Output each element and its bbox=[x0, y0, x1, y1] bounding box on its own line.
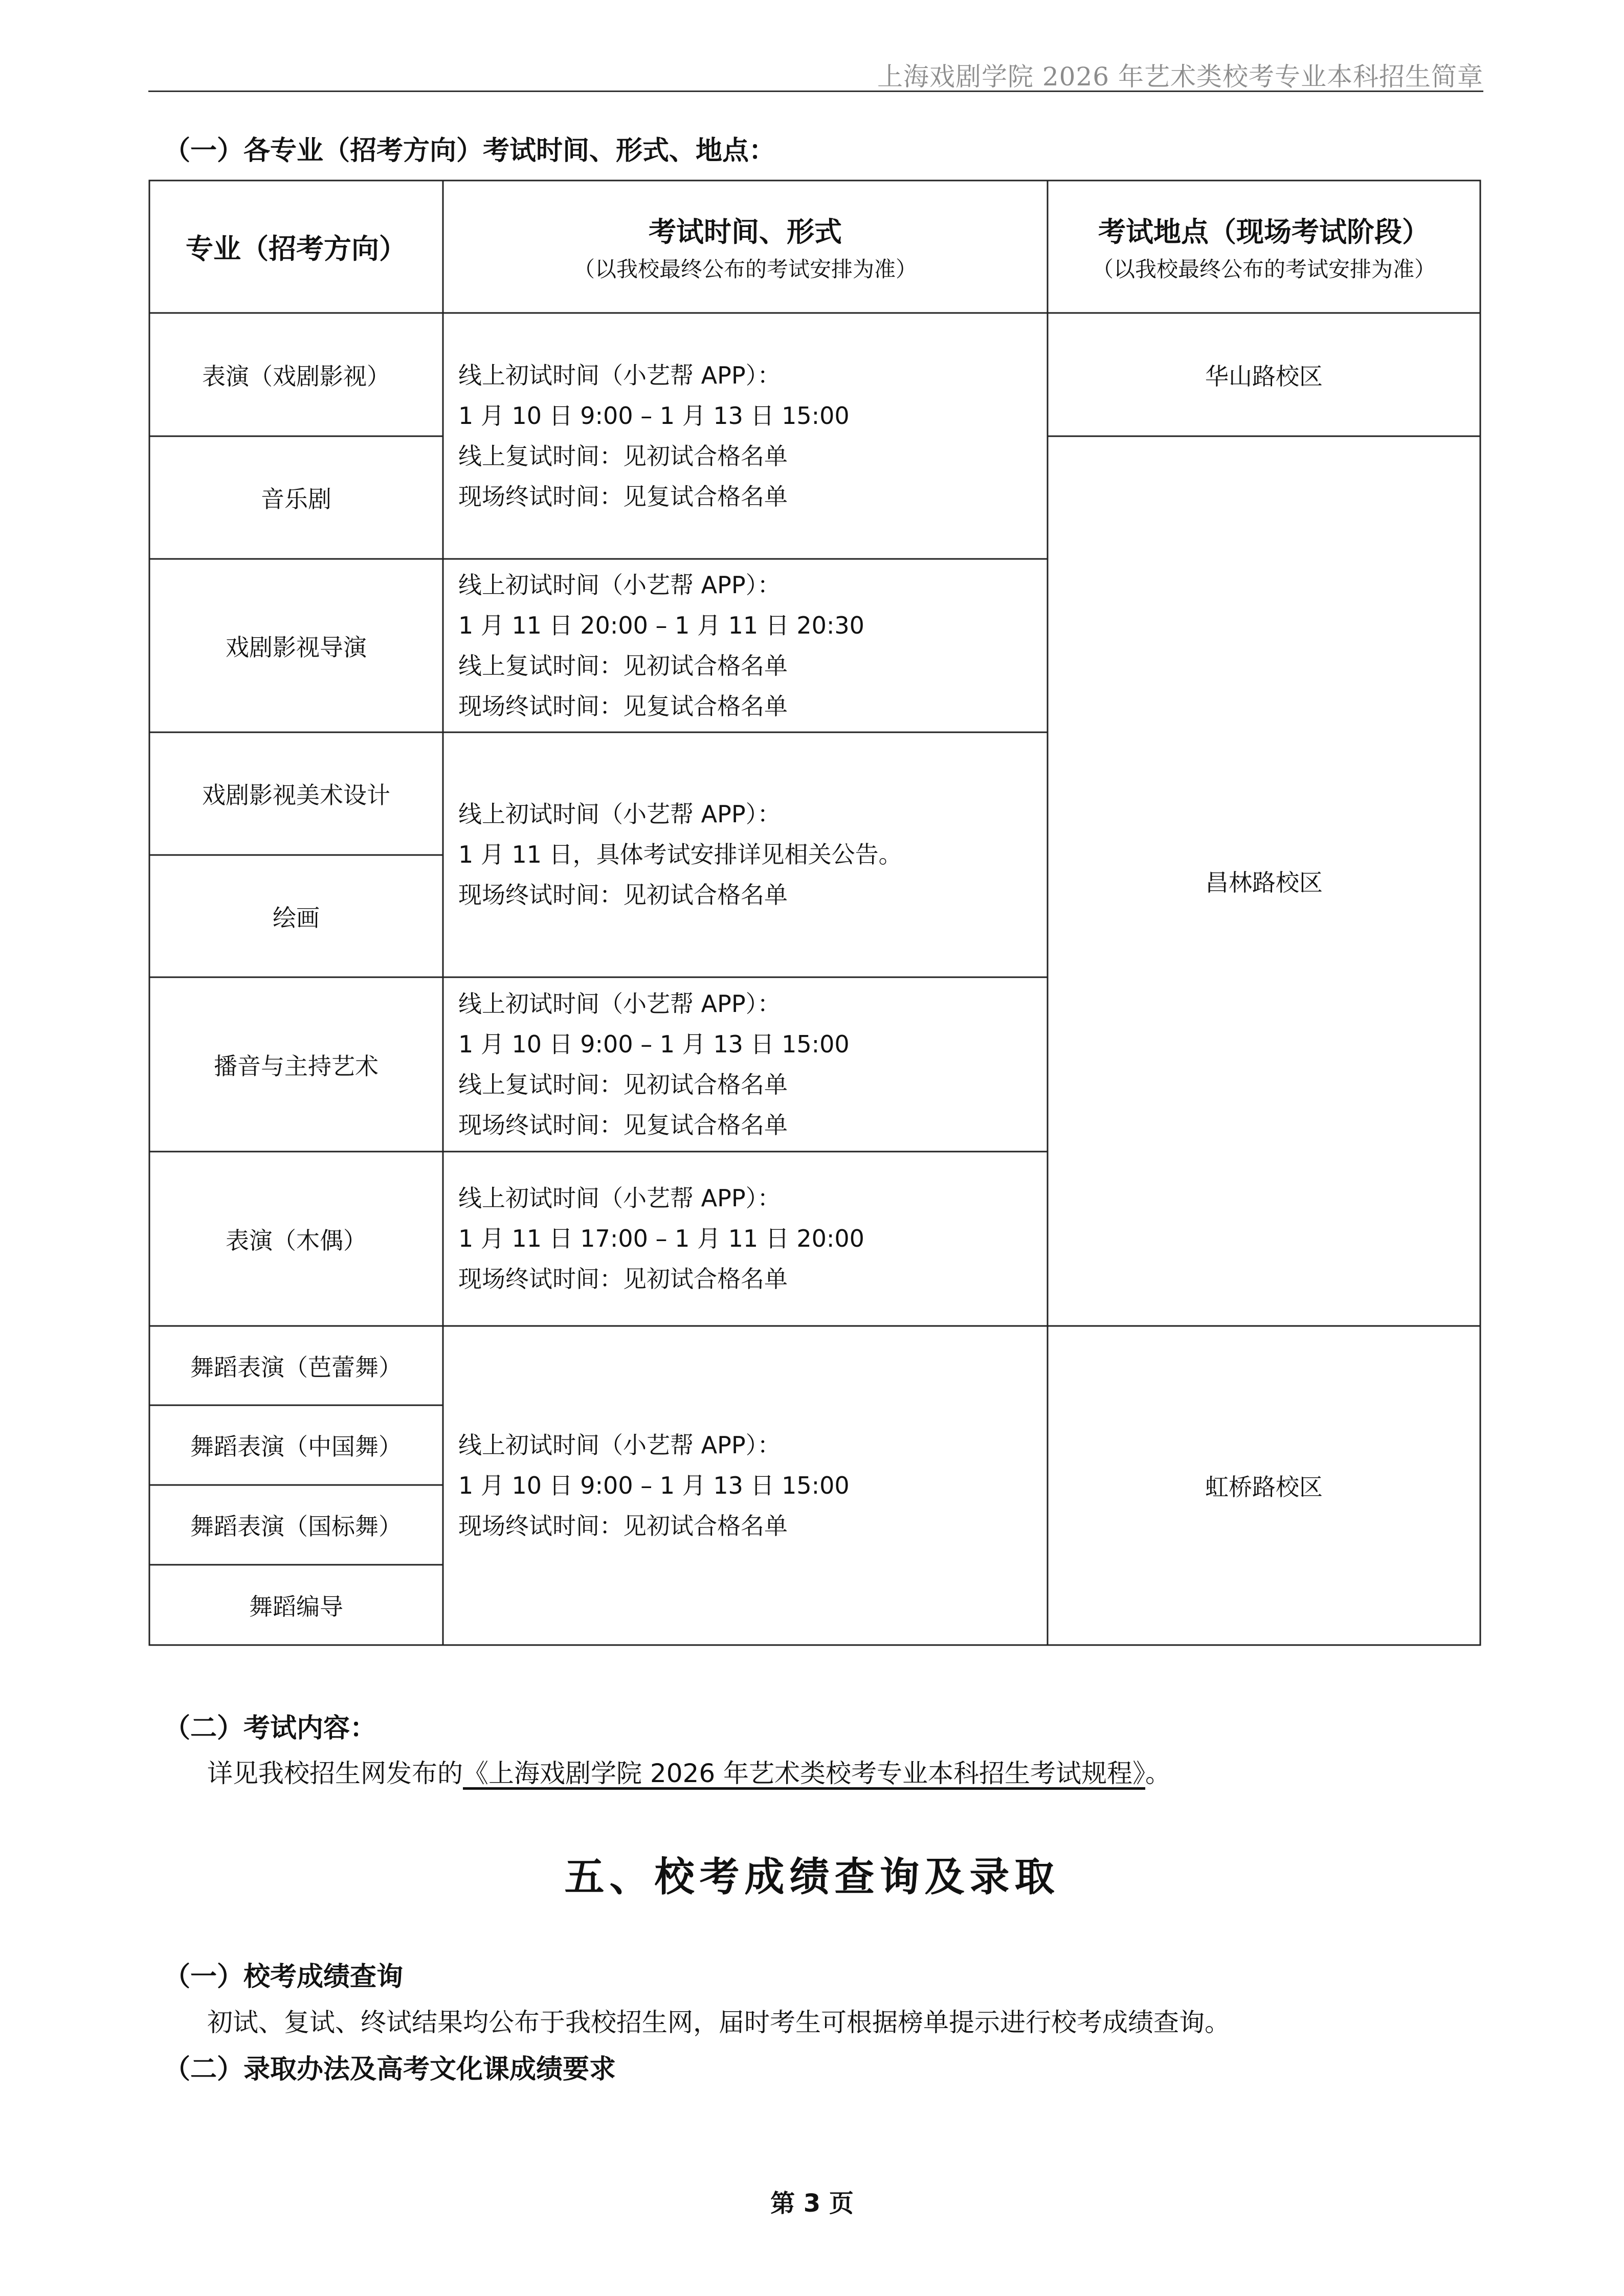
section-heading-score-query: （一）校考成绩查询 bbox=[164, 1962, 404, 1992]
major-cell: 播音与主持艺术 bbox=[214, 1052, 379, 1080]
major-cell: 戏剧影视美术设计 bbox=[202, 781, 390, 809]
exam-time-line: 现场终试时间：见初试合格名单 bbox=[458, 1265, 788, 1293]
exam-time-cell bbox=[458, 559, 1041, 732]
page-header bbox=[148, 55, 1483, 92]
chapter-title: 五、校考成绩查询及录取 bbox=[564, 1854, 1060, 1900]
exam-time-cell bbox=[458, 1326, 1041, 1645]
exam-time-cell bbox=[458, 977, 1041, 1152]
table-header-major bbox=[149, 181, 443, 313]
exam-time-line: 现场终试时间：见复试合格名单 bbox=[458, 1111, 788, 1139]
exam-time-line: 现场终试时间：见初试合格名单 bbox=[458, 881, 788, 909]
major-cell: 戏剧影视导演 bbox=[226, 633, 367, 661]
major-cell: 舞蹈表演（国标舞） bbox=[190, 1513, 402, 1540]
major-cell: 表演（戏剧影视） bbox=[202, 362, 390, 390]
exam-time-line: 线上复试时间：见初试合格名单 bbox=[458, 442, 788, 470]
major-cell: 音乐剧 bbox=[261, 485, 331, 513]
exam-content-suffix: 。 bbox=[1145, 1759, 1171, 1788]
exam-time-line: 1 月 11 日 17:00 – 1 月 11 日 20:00 bbox=[458, 1225, 864, 1252]
exam-time-line: 现场终试时间：见复试合格名单 bbox=[458, 692, 788, 720]
exam-time-line: 线上初试时间（小艺帮 APP）： bbox=[458, 1431, 781, 1459]
exam-time-cell bbox=[458, 732, 1041, 977]
page-number: 第 3 页 bbox=[770, 2189, 854, 2218]
exam-place-cell: 虹桥路校区 bbox=[1205, 1473, 1323, 1501]
header-title: 上海戏剧学院 2026 年艺术类校考专业本科招生简章 bbox=[877, 62, 1483, 92]
section-heading-exam-content: （二）考试内容： bbox=[164, 1713, 377, 1744]
table-header-place-label: 考试地点（现场考试阶段） bbox=[1098, 216, 1430, 248]
table-header-place bbox=[1048, 181, 1480, 313]
exam-time-cell bbox=[458, 313, 1041, 559]
table-header-major-label: 专业（招考方向） bbox=[186, 233, 407, 265]
major-cell: 绘画 bbox=[273, 904, 320, 932]
major-cell: 表演（木偶） bbox=[226, 1226, 367, 1254]
exam-time-line: 线上初试时间（小艺帮 APP）： bbox=[458, 800, 781, 828]
major-cell: 舞蹈表演（中国舞） bbox=[190, 1433, 402, 1460]
exam-time-line: 1 月 10 日 9:00 – 1 月 13 日 15:00 bbox=[458, 1030, 850, 1058]
exam-place-cell: 华山路校区 bbox=[1205, 362, 1323, 390]
exam-time-line: 现场终试时间：见复试合格名单 bbox=[458, 482, 788, 510]
table-header-time-label: 考试时间、形式 bbox=[649, 216, 842, 248]
exam-content-paragraph bbox=[207, 1753, 1171, 1790]
exam-time-line: 1 月 10 日 9:00 – 1 月 13 日 15:00 bbox=[458, 1471, 850, 1499]
exam-time-line: 现场终试时间：见初试合格名单 bbox=[458, 1512, 788, 1540]
table-header-time-note: （以我校最终公布的考试安排为准） bbox=[573, 257, 917, 282]
exam-time-line: 线上初试时间（小艺帮 APP）： bbox=[458, 361, 781, 389]
exam-place-cell: 昌林路校区 bbox=[1205, 869, 1323, 896]
exam-time-line: 线上复试时间：见初试合格名单 bbox=[458, 651, 788, 680]
table-header-time bbox=[443, 181, 1048, 313]
exam-time-line: 线上初试时间（小艺帮 APP）： bbox=[458, 989, 781, 1018]
exam-rules-link[interactable]: 《上海戏剧学院 2026 年艺术类校考专业本科招生考试规程》 bbox=[463, 1759, 1146, 1788]
major-cell: 舞蹈表演（芭蕾舞） bbox=[190, 1353, 402, 1381]
exam-content-prefix: 详见我校招生网发布的 bbox=[207, 1759, 463, 1788]
exam-time-line: 线上初试时间（小艺帮 APP）： bbox=[458, 1184, 781, 1212]
exam-time-cell bbox=[458, 1152, 1041, 1326]
score-query-paragraph: 初试、复试、终试结果均公布于我校招生网，届时考生可根据榜单提示进行校考成绩查询。 bbox=[207, 2008, 1230, 2037]
exam-time-line: 线上复试时间：见初试合格名单 bbox=[458, 1070, 788, 1098]
exam-time-line: 1 月 11 日 20:00 – 1 月 11 日 20:30 bbox=[458, 611, 864, 639]
exam-time-line: 1 月 10 日 9:00 – 1 月 13 日 15:00 bbox=[458, 401, 850, 430]
table-header-place-note: （以我校最终公布的考试安排为准） bbox=[1092, 257, 1436, 282]
exam-time-line: 1 月 11 日，具体考试安排详见相关公告。 bbox=[458, 841, 902, 868]
section-heading-exam-schedule: （一）各专业（招考方向）考试时间、形式、地点： bbox=[164, 136, 776, 166]
major-cell: 舞蹈编导 bbox=[249, 1592, 343, 1620]
exam-time-line: 线上初试时间（小艺帮 APP）： bbox=[458, 571, 781, 599]
section-heading-admission: （二）录取办法及高考文化课成绩要求 bbox=[164, 2054, 616, 2085]
